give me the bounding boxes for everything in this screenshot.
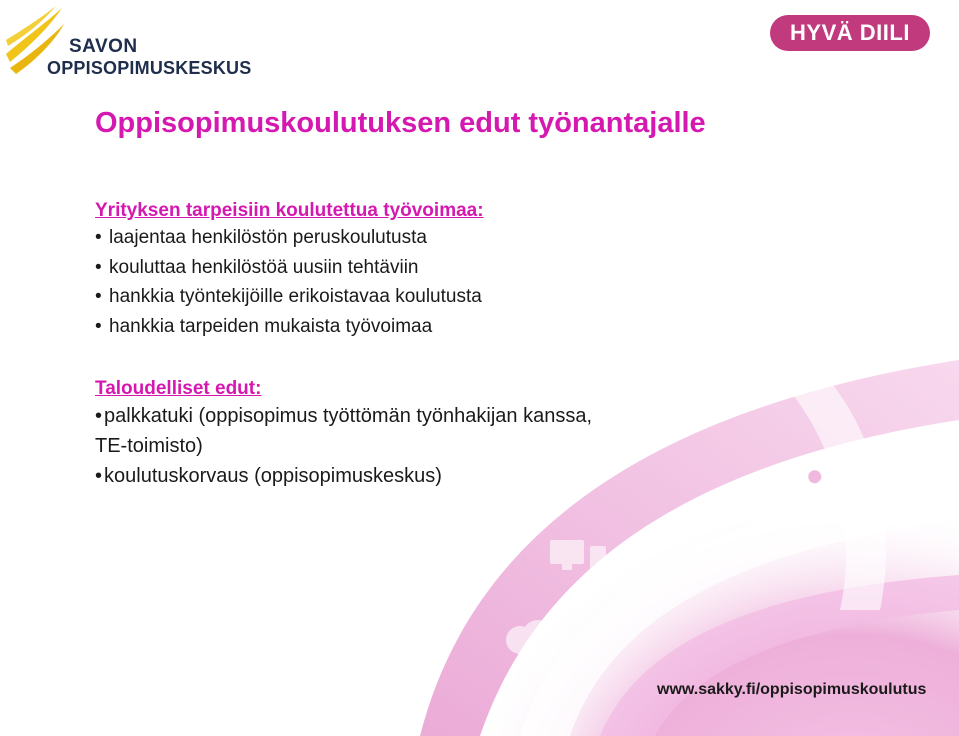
logo-line2: OPPISOPIMUSKESKUS [47, 58, 252, 78]
list-item [95, 223, 484, 253]
list-item-text: kouluttaa henkilöstöä uusiin tehtäviin [109, 256, 419, 278]
list-item [95, 282, 484, 312]
bullet-glyph: • [95, 405, 103, 427]
bullet-glyph: • [95, 315, 102, 337]
section-heading: Taloudelliset edut: [95, 378, 262, 399]
page-title: Oppisopimuskoulutuksen edut työnantajalle [95, 107, 706, 139]
bullet-glyph: • [95, 465, 103, 487]
list-item-text: laajentaa henkilöstön peruskoulutusta [109, 227, 427, 248]
list-item-continuation [95, 431, 592, 461]
list-item [95, 312, 484, 342]
list-item [95, 461, 592, 491]
section-financial-benefits [95, 377, 592, 491]
section-heading: Yrityksen tarpeisiin koulutettua työvoimaa: [95, 200, 484, 221]
logo-right-text: HYVÄ DIILI [790, 20, 910, 45]
list-item-text: hankkia työntekijöille erikoistavaa koulutusta [109, 286, 482, 307]
list-item-text: koulutuskorvaus (oppisopimuskeskus) [104, 465, 442, 487]
list-item [95, 253, 484, 283]
list-item [95, 401, 592, 431]
hyva-diili-logo [770, 15, 930, 51]
list-item-text: palkkatuki (oppisopimus työttömän työnhakijan kanssa, [104, 405, 593, 427]
section-business-needs [95, 199, 484, 341]
list-item-text: TE-toimisto) [95, 435, 203, 457]
list-item-text: hankkia tarpeiden mukaista työvoimaa [109, 315, 433, 337]
footer-url: www.sakky.fi/oppisopimuskoulutus [657, 681, 927, 698]
bullet-glyph: • [95, 256, 102, 278]
savon-oppisopimuskeskus-logo [0, 0, 270, 90]
bullet-glyph: • [95, 227, 102, 248]
bullet-glyph: • [95, 286, 102, 307]
logo-line1: SAVON [69, 36, 138, 57]
